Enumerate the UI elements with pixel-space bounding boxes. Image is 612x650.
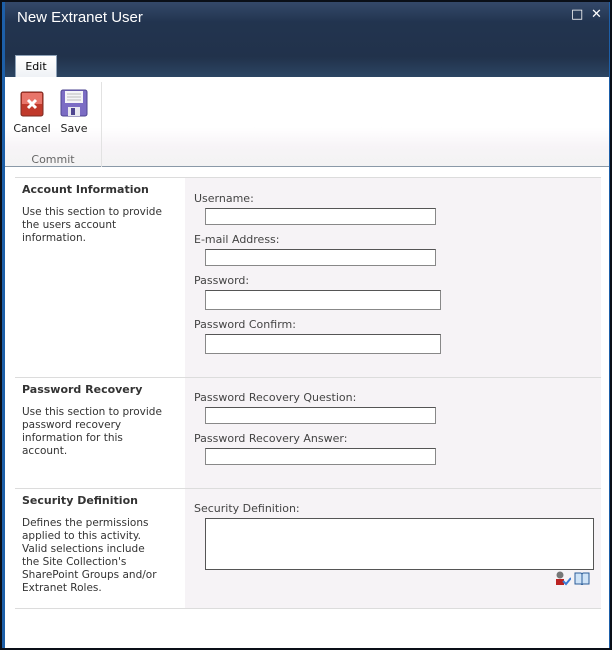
title-bar [5,2,609,77]
dialog [5,2,609,648]
security-definition-label: Security Definition: [194,502,300,515]
dialog-title: New Extranet User [17,9,143,26]
maximize-icon[interactable]: □ [571,7,584,22]
section-description: Use this section to provide the users account information. [22,206,162,244]
save-button[interactable] [57,89,91,135]
password-confirm-label: Password Confirm: [194,318,296,331]
security-definition-input[interactable] [205,518,594,570]
commit-group-label: Commit [31,153,75,166]
ribbon [5,77,609,167]
cancel-icon [19,89,45,117]
check-names-icon[interactable] [555,571,571,586]
section-title: Password Recovery [22,383,143,396]
section-password-recovery [15,377,601,488]
section-description: Defines the permissions applied to this activity. Valid selections include the Site Collection's SharePoint Groups and/or Extranet Roles. [22,517,157,594]
recovery-question-input[interactable] [205,407,436,424]
recovery-question-label: Password Recovery Question: [194,391,357,404]
email-input[interactable] [205,249,436,266]
save-icon [60,89,88,117]
cancel-label: Cancel [13,122,51,135]
section-account-information [15,177,601,377]
section-title: Security Definition [22,494,138,507]
group-divider [101,82,102,167]
recovery-answer-input[interactable] [205,448,436,465]
recovery-answer-label: Password Recovery Answer: [194,432,348,445]
section-security-definition [15,488,601,609]
section-title: Account Information [22,183,149,196]
email-label: E-mail Address: [194,233,280,246]
save-label: Save [60,122,88,135]
password-label: Password: [194,274,250,287]
password-confirm-input[interactable] [205,334,441,354]
close-icon[interactable]: ✕ [591,7,602,22]
browse-address-book-icon[interactable] [574,571,590,585]
password-input[interactable] [205,290,441,310]
tab-edit[interactable]: Edit [15,55,57,78]
section-description: Use this section to provide password recovery information for this account. [22,406,162,457]
cancel-button[interactable] [13,89,51,135]
username-label: Username: [194,192,254,205]
username-input[interactable] [205,208,436,225]
